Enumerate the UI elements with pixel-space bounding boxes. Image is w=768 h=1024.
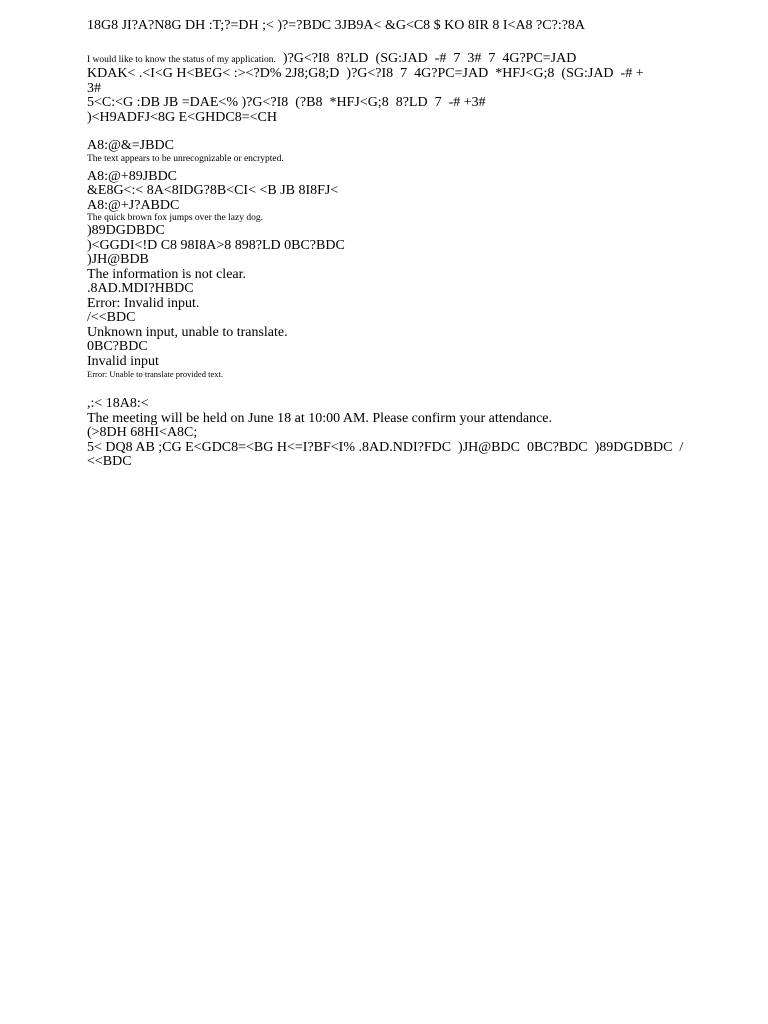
entry-note: &E8G<:< 8A<8IDG?8B<CI< <B JB 8I8FJ< bbox=[87, 183, 339, 198]
entry-code: 0BC?BDC bbox=[87, 339, 148, 354]
status-line-5: )<H9ADFJ<8G E<GHDC8=<CH bbox=[87, 109, 277, 125]
entry-code: A8:@+J?ABDC bbox=[87, 197, 180, 213]
meeting-line-1: ,:< 18A8:< bbox=[87, 396, 149, 411]
entry-note: Invalid input bbox=[87, 353, 159, 369]
meeting-line-4: 5< DQ8 AB ;CG E<GDC8=<BG H<=I?BF<I% .8AD.NDI?FDC )JH@BDC 0BC?BDC )89DGDBDC / bbox=[87, 439, 684, 455]
entry-code: .8AD.MDI?HBDC bbox=[87, 281, 194, 296]
status-line-2: KDAK< .<I<G H<BEG< :><?D% 2J8;G8;D )?G<?I8 7 4G?PC=JAD *HFJ<G;8 (SG:JAD -# + bbox=[87, 66, 644, 81]
status-request: I would like to know the status of my application. bbox=[87, 54, 276, 65]
meeting-block bbox=[87, 397, 687, 470]
status-line-3: 3# bbox=[87, 80, 101, 96]
status-block bbox=[87, 52, 687, 126]
entry-note: The information is not clear. bbox=[87, 266, 247, 282]
entry-note: Unknown input, unable to translate. bbox=[87, 324, 288, 340]
entry-note: The text appears to be unrecognizable or encrypted. bbox=[87, 153, 284, 164]
entry-note: Error: Invalid input. bbox=[87, 295, 200, 311]
meeting-line-3: (>8DH 68HI<A8C; bbox=[87, 425, 198, 440]
meeting-line-5: <<BDC bbox=[87, 454, 132, 469]
status-line-4: 5<C:<G :DB JB =DAE<% )?G<?I8 (?B8 *HFJ<G;8 8?LD 7 -# +3# bbox=[87, 95, 486, 110]
entry-note: The quick brown fox jumps over the lazy dog. bbox=[87, 213, 263, 223]
entry-code: )89DGDBDC bbox=[87, 223, 165, 238]
status-line-1-rest: )?G<?I8 8?LD (SG:JAD -# 7 3# 7 4G?PC=JAD bbox=[275, 50, 577, 66]
document-header: 18G8 JI?A?N8G DH :T;?=DH ;< )?=?BDC 3JB9A< &G<C8 $ KO 8IR 8 I<A8 ?C?:?8A bbox=[87, 18, 586, 33]
entry-code: A8:@&=JBDC bbox=[87, 138, 174, 153]
entry-code: /<<BDC bbox=[87, 310, 136, 325]
error-note: Error: Unable to translate provided text. bbox=[87, 369, 223, 379]
entries-list bbox=[87, 139, 687, 379]
entry-code: )JH@BDB bbox=[87, 252, 149, 267]
entry-code: A8:@+89JBDC bbox=[87, 168, 178, 184]
entry-note: )<GGDI<!D C8 98I8A>8 898?LD 0BC?BDC bbox=[87, 237, 345, 253]
meeting-line-2: The meeting will be held on June 18 at 10:00 AM. Please confirm your attendance. bbox=[87, 410, 552, 426]
status-line-1 bbox=[87, 52, 687, 68]
document-page bbox=[87, 19, 687, 470]
